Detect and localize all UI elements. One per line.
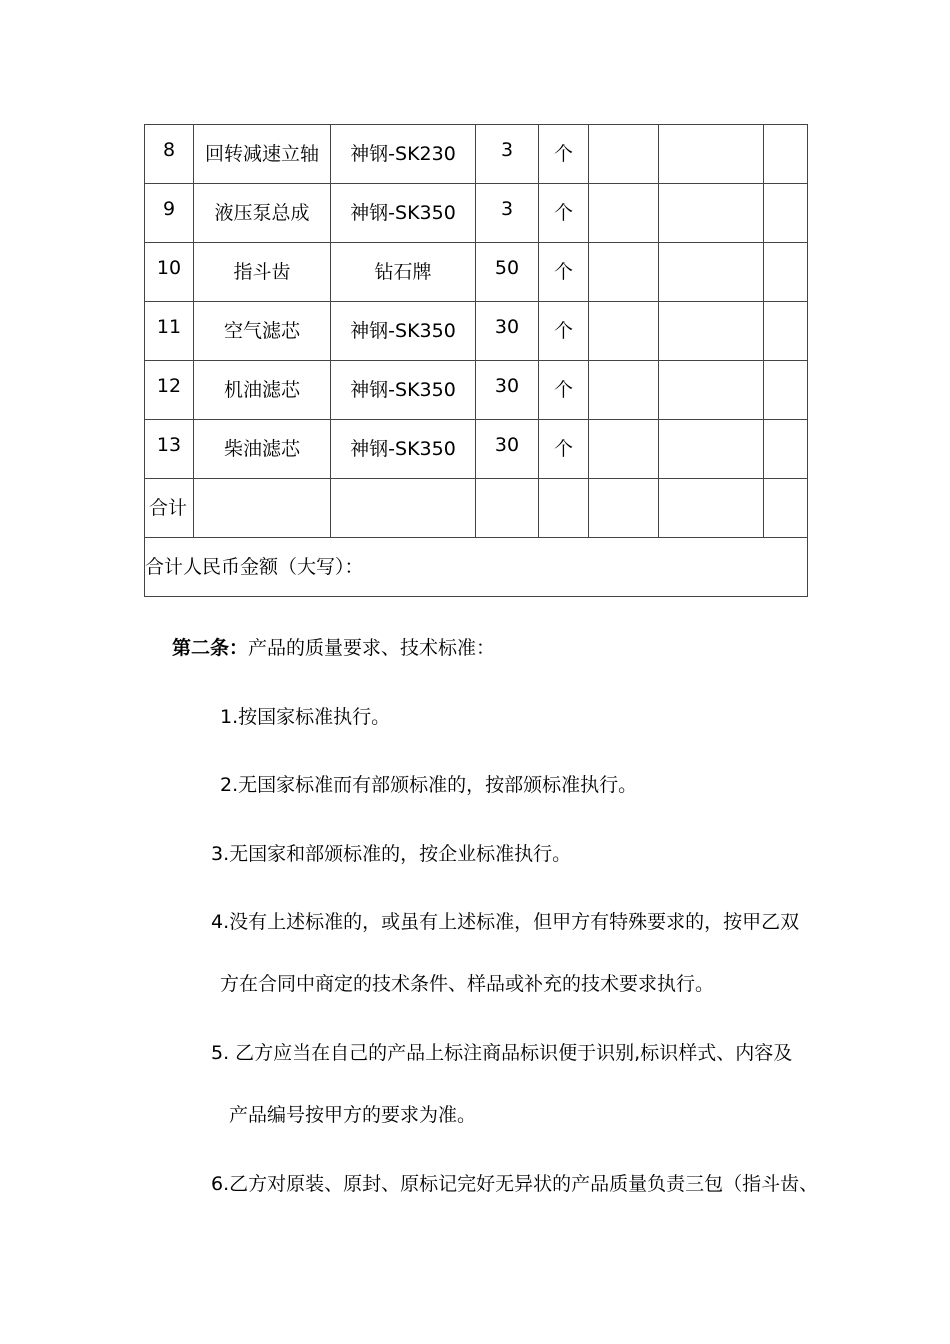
empty-cell [589,361,659,420]
product-model: 神钢-SK350 [331,420,476,479]
section-2-title: 产品的质量要求、技术标准： [248,637,496,659]
product-name: 机油滤芯 [194,361,331,420]
quantity: 3 [476,125,539,184]
empty-cell [589,479,659,538]
empty-cell [659,184,764,243]
empty-cell [764,361,808,420]
clause-4-line-1: 4.没有上述标准的，或虽有上述标准，但甲方有特殊要求的，按甲乙双 [211,911,800,933]
clause-4-line-2: 方在合同中商定的技术条件、样品或补充的技术要求执行。 [220,973,715,995]
empty-cell [539,479,589,538]
product-model: 钻石牌 [331,243,476,302]
unit: 个 [539,243,589,302]
empty-cell [194,479,331,538]
table-row [145,420,808,479]
unit: 个 [539,361,589,420]
table-row [145,361,808,420]
empty-cell [476,479,539,538]
empty-cell [589,243,659,302]
total-rmb-label: 合计人民币金额（大写）： [145,538,808,597]
empty-cell [589,420,659,479]
empty-cell [589,184,659,243]
table-row [145,184,808,243]
table-row [145,243,808,302]
empty-cell [589,302,659,361]
unit: 个 [539,302,589,361]
subtotal-row [145,479,808,538]
product-model: 神钢-SK230 [331,125,476,184]
section-2-number: 第二条： [172,637,249,659]
empty-cell [659,302,764,361]
unit: 个 [539,184,589,243]
empty-cell [659,243,764,302]
clause-2: 2.无国家标准而有部颁标准的，按部颁标准执行。 [220,774,638,796]
empty-cell [764,420,808,479]
empty-cell [659,420,764,479]
clause-5-line-1: 5. 乙方应当在自己的产品上标注商品标识便于识别,标识样式、内容及 [211,1042,793,1064]
clause-6-line-1: 6.乙方对原装、原封、原标记完好无异状的产品质量负责三包（指斗齿、 [211,1173,819,1195]
empty-cell [659,361,764,420]
subtotal-label: 合计 [145,479,194,538]
quantity: 30 [476,302,539,361]
table-row [145,302,808,361]
empty-cell [764,243,808,302]
parts-table [144,124,808,597]
row-number: 8 [145,125,194,184]
product-name: 空气滤芯 [194,302,331,361]
product-name: 柴油滤芯 [194,420,331,479]
empty-cell [659,125,764,184]
empty-cell [764,184,808,243]
quantity: 30 [476,420,539,479]
clause-3: 3.无国家和部颁标准的，按企业标准执行。 [211,843,572,865]
quantity: 30 [476,361,539,420]
quantity: 50 [476,243,539,302]
total-rmb-row [145,538,808,597]
clause-5-line-2: 产品编号按甲方的要求为准。 [229,1104,477,1126]
row-number: 10 [145,243,194,302]
empty-cell [764,302,808,361]
row-number: 13 [145,420,194,479]
empty-cell [764,479,808,538]
table-row [145,125,808,184]
clause-1: 1.按国家标准执行。 [220,706,391,728]
row-number: 9 [145,184,194,243]
section-2-heading [172,633,495,660]
quantity: 3 [476,184,539,243]
unit: 个 [539,420,589,479]
product-name: 回转减速立轴 [194,125,331,184]
product-name: 液压泵总成 [194,184,331,243]
empty-cell [659,479,764,538]
row-number: 12 [145,361,194,420]
empty-cell [764,125,808,184]
product-model: 神钢-SK350 [331,361,476,420]
empty-cell [589,125,659,184]
empty-cell [331,479,476,538]
product-name: 指斗齿 [194,243,331,302]
product-model: 神钢-SK350 [331,184,476,243]
unit: 个 [539,125,589,184]
product-model: 神钢-SK350 [331,302,476,361]
row-number: 11 [145,302,194,361]
